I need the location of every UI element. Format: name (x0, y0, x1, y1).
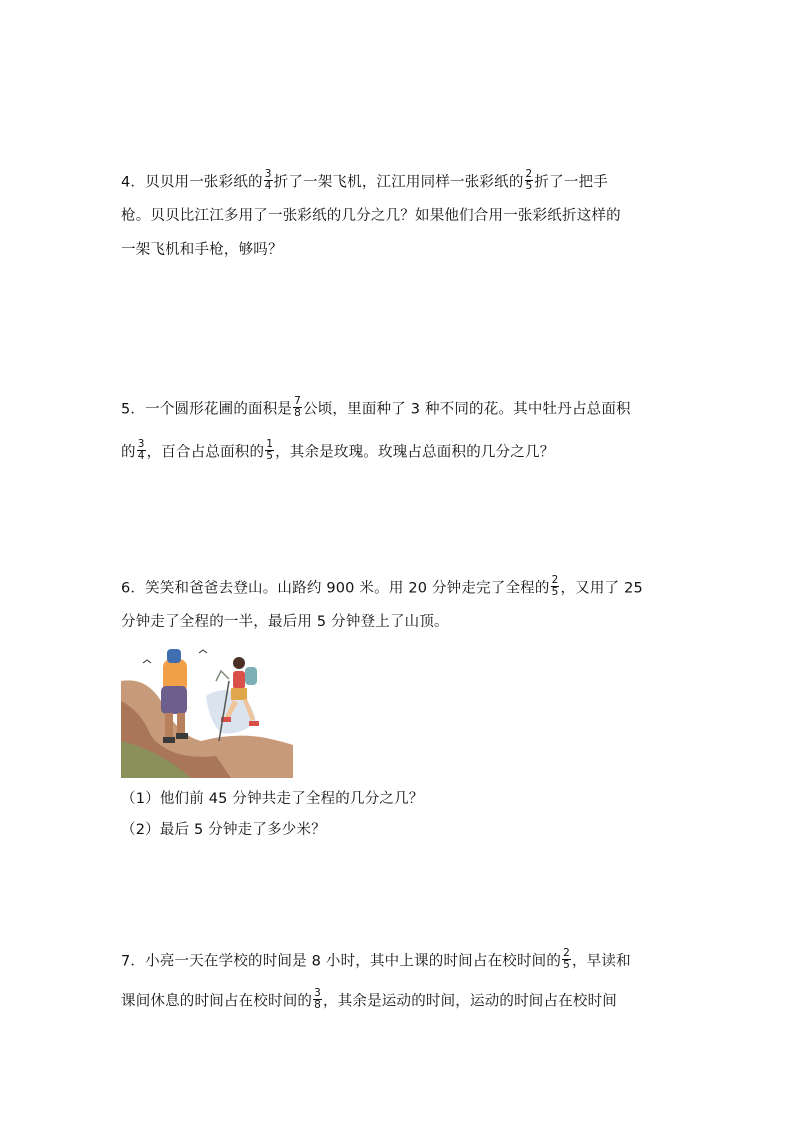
q7-line-2: 课间休息的时间占在校时间的 $\frac{3}{8}$ ，其余是运动的时间，运动的时间占在校时间 (121, 987, 617, 1011)
fraction: $\frac{2}{5}$ (551, 574, 559, 598)
fraction: $\frac{3}{4}$ (137, 438, 145, 462)
fraction: $\frac{2}{5}$ (563, 947, 570, 971)
fraction: $\frac{3}{4}$ (264, 168, 272, 192)
q6-line-1: 6．笑笑和爸爸去登山。山路约 900 米。用 20 分钟走完了全程的 $\frac{2}{5}$ ，又用了 25 (121, 574, 643, 598)
q4-line-3: 一架飞机和手枪，够吗？ (121, 242, 283, 258)
q5-line-2: 的 $\frac{3}{4}$ ，百合占总面积的 $\frac{1}{5}$ ，其余是玫瑰。玫瑰占总面积的几分之几？ (121, 438, 555, 462)
q7-line-1: 7．小亮一天在学校的时间是 8 小时，其中上课的时间占在校时间的 $\frac{2}{5}$ ，早读和 (121, 947, 631, 971)
q4-line-1: 4．贝贝用一张彩纸的 $\frac{3}{4}$ 折了一架飞机，江江用同样一张彩纸的 $\frac{2}{5}$ 折了一把手 (121, 168, 608, 192)
q6-sub-2: （2）最后 5 分钟走了多少米？ (121, 822, 326, 838)
q6-sub-1: （1）他们前 45 分钟共走了全程的几分之几？ (121, 791, 424, 807)
q6-line-2: 分钟走了全程的一半，最后用 5 分钟登上了山顶。 (121, 614, 449, 630)
q4-line-2: 枪。贝贝比江江多用了一张彩纸的几分之几？如果他们合用一张彩纸折这样的 (121, 208, 621, 224)
hikers-illustration (121, 641, 293, 778)
fraction: $\frac{7}{8}$ (294, 395, 302, 419)
fraction: $\frac{1}{5}$ (266, 438, 274, 462)
q5-line-1: 5．一个圆形花圃的面积是 $\frac{7}{8}$ 公顷，里面种了 3 种不同的花。其中牡丹占总面积 (121, 395, 631, 419)
fraction: $\frac{2}{5}$ (525, 168, 533, 192)
fraction: $\frac{3}{8}$ (314, 987, 321, 1011)
